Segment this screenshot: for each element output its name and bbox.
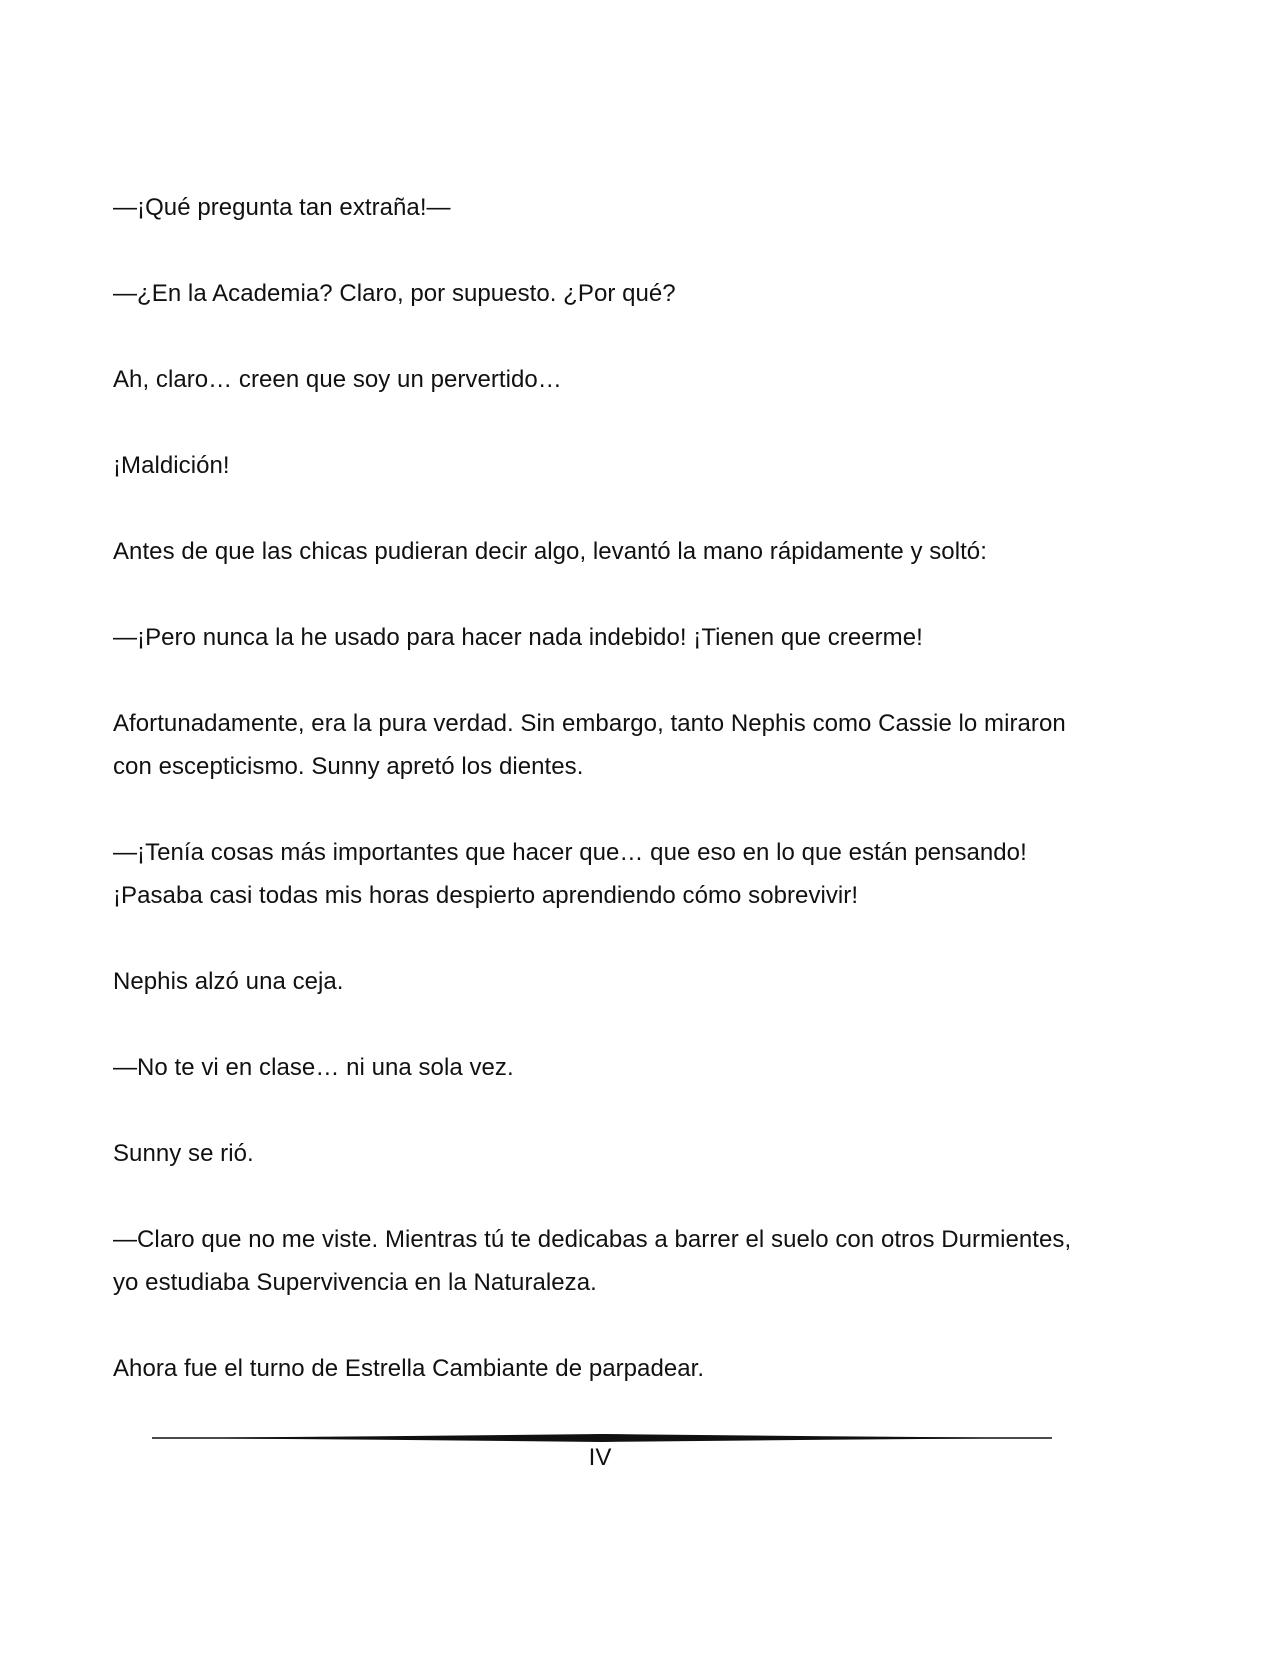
paragraph: —Claro que no me viste. Mientras tú te dedicabas a barrer el suelo con otros Durmientes, yo estudiaba Supervivencia en la Naturaleza. <box>113 1226 1072 1296</box>
paragraph: —¡Tenía cosas más importantes que hacer que… que eso en lo que están pensando! ¡Pasaba casi todas mis horas despierto aprendiendo cómo sobrevivir! <box>113 839 1027 909</box>
paragraph: Ah, claro… creen que soy un pervertido… <box>113 366 562 393</box>
paragraph: Antes de que las chicas pudieran decir algo, levantó la mano rápidamente y soltó: <box>113 538 987 565</box>
paragraph: Sunny se rió. <box>113 1140 254 1167</box>
paragraph: ¡Maldición! <box>113 452 230 479</box>
paragraph: Afortunadamente, era la pura verdad. Sin embargo, tanto Nephis como Cassie lo miraron con escepticismo. Sunny apretó los dientes. <box>113 710 1066 780</box>
body-text <box>113 186 1113 1390</box>
paragraph: Ahora fue el turno de Estrella Cambiante de parpadear. <box>113 1355 705 1382</box>
page-number: IV <box>588 1444 612 1471</box>
paragraph: —No te vi en clase… ni una sola vez. <box>113 1054 514 1081</box>
paragraph: —¡Pero nunca la he usado para hacer nada indebido! ¡Tienen que creerme! <box>113 624 923 651</box>
paragraph: Nephis alzó una ceja. <box>113 968 344 995</box>
paragraph: —¡Qué pregunta tan extraña!— <box>113 194 451 221</box>
paragraph: —¿En la Academia? Claro, por supuesto. ¿Por qué? <box>113 280 676 307</box>
